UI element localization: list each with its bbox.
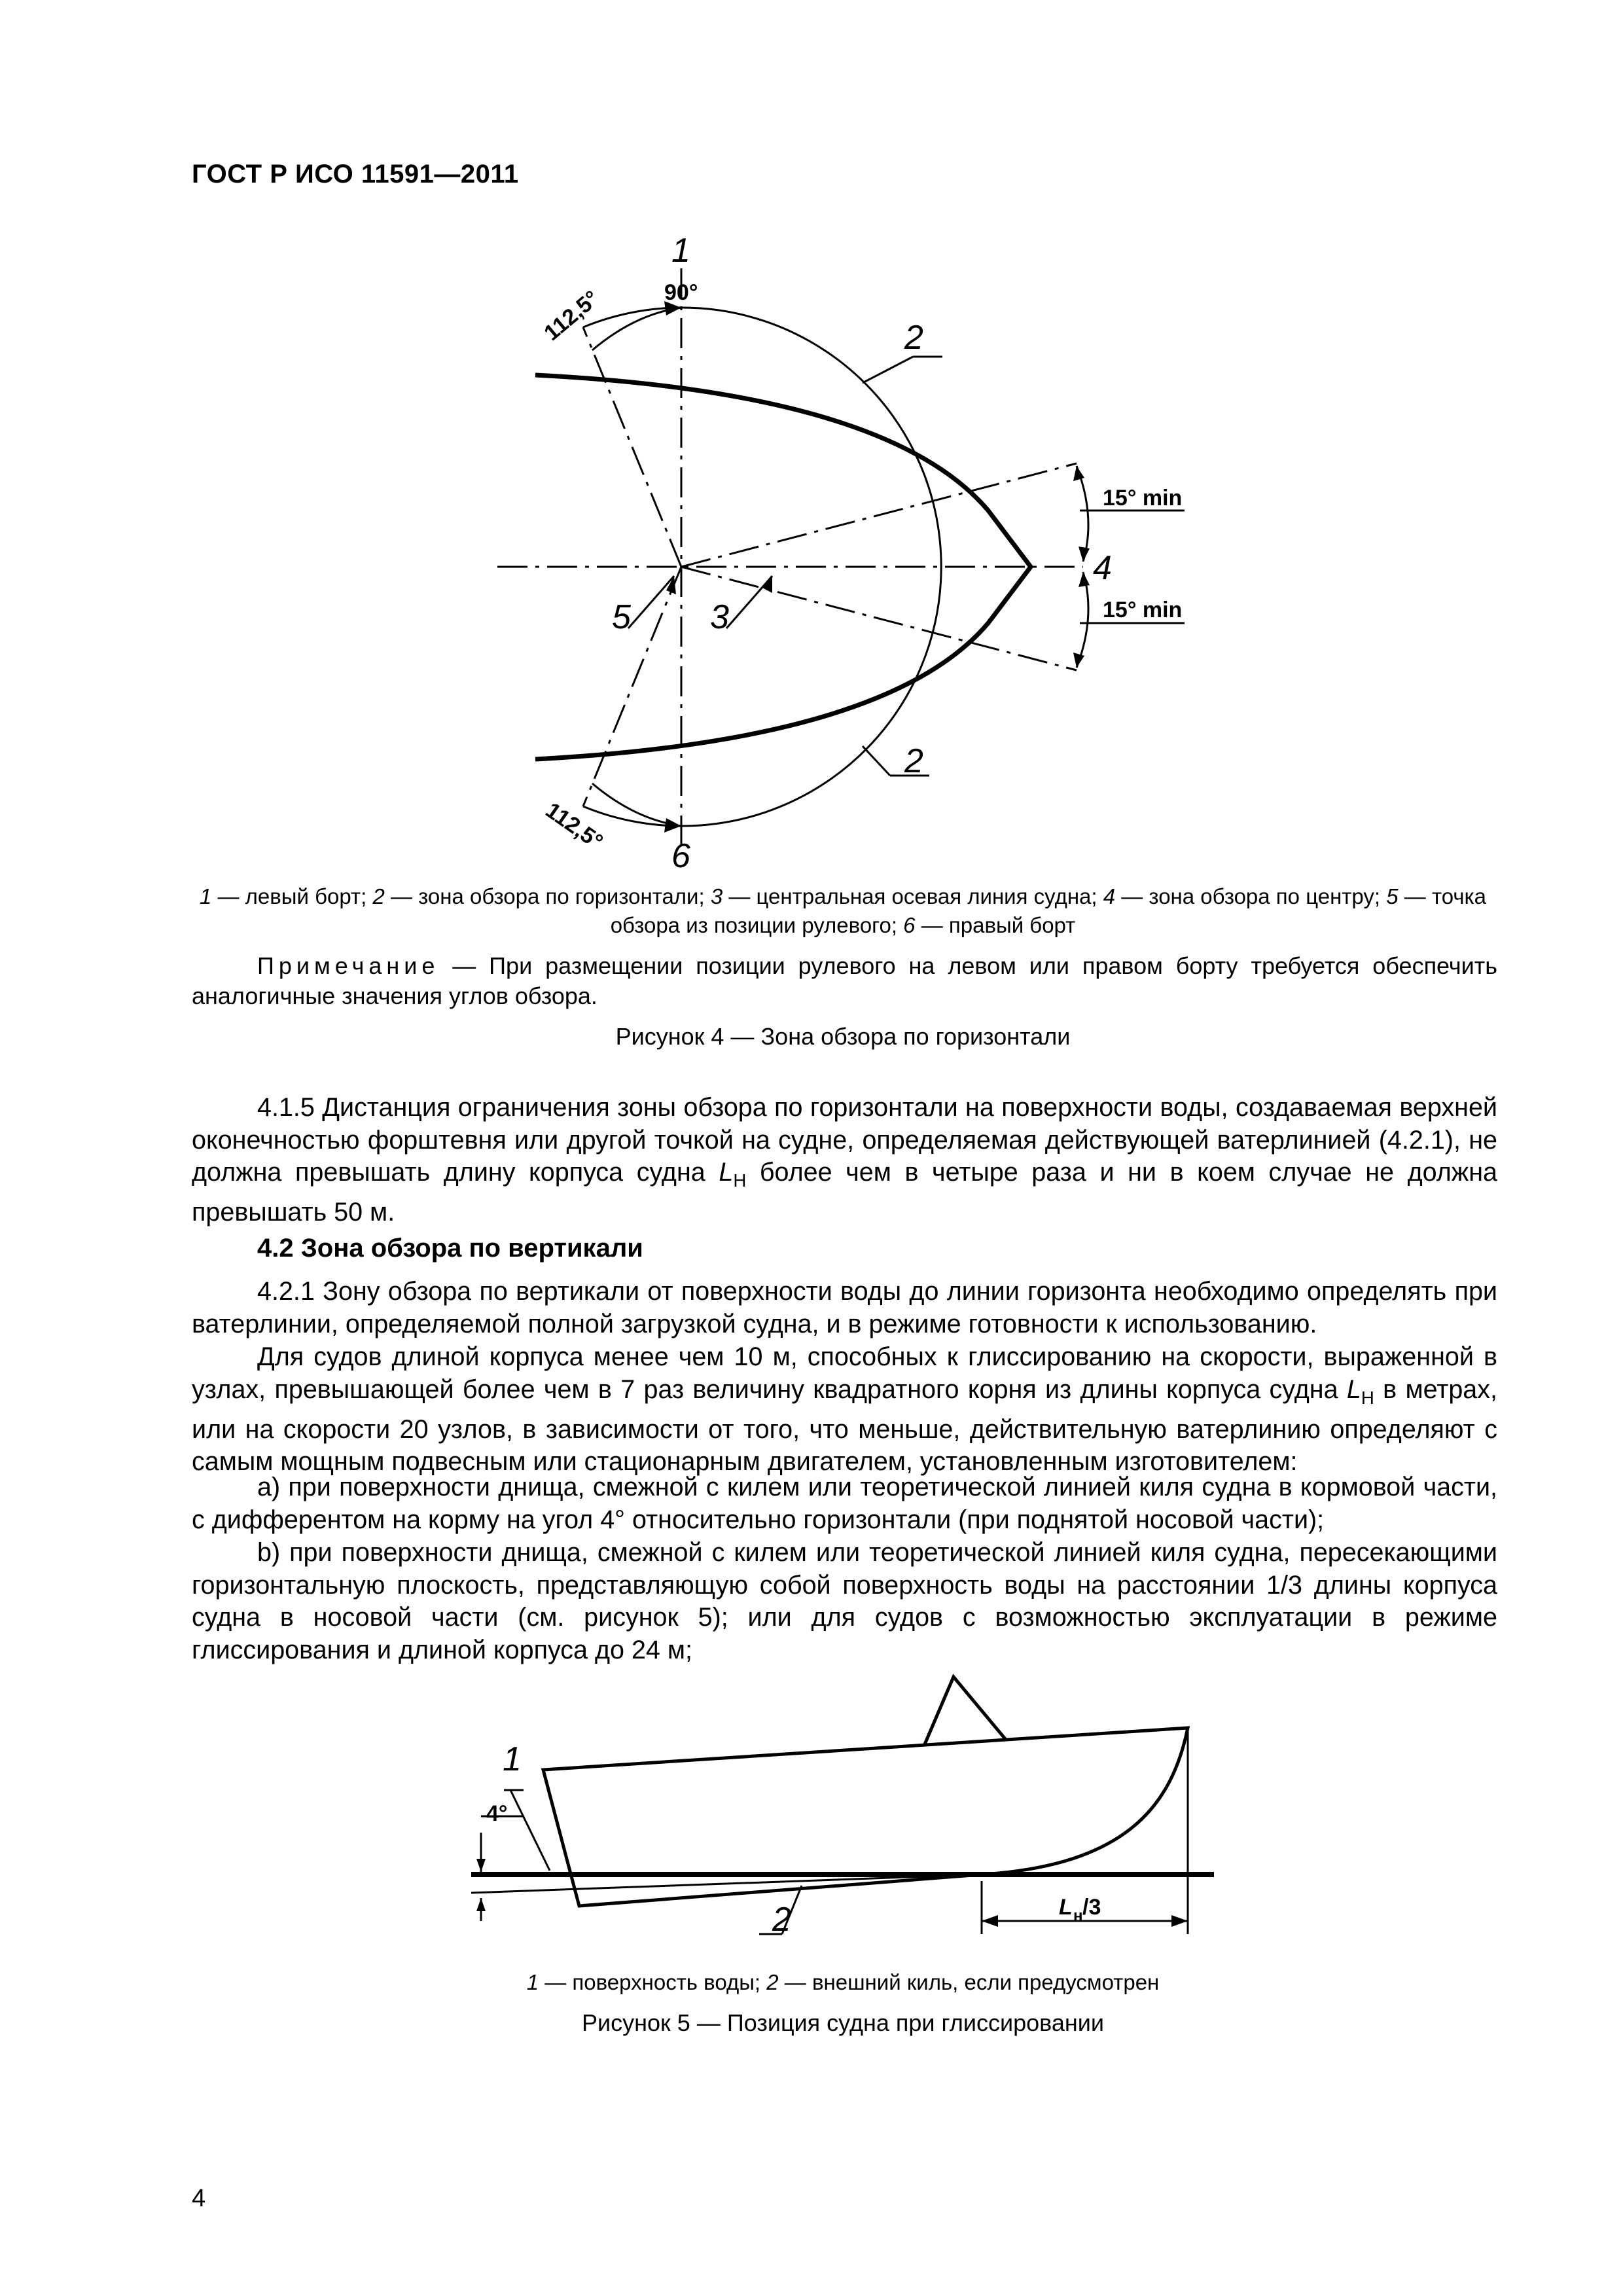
boat-windshield (925, 1677, 1006, 1744)
fig5-dim-L: L (1059, 1895, 1073, 1920)
figure-5-legend: 1 — поверхность воды; 2 — внешний киль, если предусмотрен (526, 1970, 1160, 1994)
keel-line (471, 1874, 982, 1893)
label-112-top: 112,5° (539, 285, 604, 346)
callout-3: 3 (710, 598, 729, 636)
callout-4: 4 (1093, 549, 1112, 587)
label-90: 90° (664, 280, 698, 305)
paragraph-small-vessels: Для судов длиной корпуса менее чем 10 м, способных к глиссированию на скорости, выраженной в узлах, превышающей более чем в 7 раз величину квадратного корня из длины корпуса судна $L_Н$ в метрах, или на скорости 20 узлов, в зависимости от того, что меньше, действительную ватерлинию определяют с самым мощным подвесным или стационарным двигателем, установленным изготовителем: (192, 1342, 1498, 1477)
label-15-min-bottom: 15° min (1103, 598, 1183, 622)
fig5-dim-rest: /3 (1082, 1895, 1101, 1920)
callout-6: 6 (671, 837, 690, 875)
ray-112-bottom (583, 567, 681, 806)
list-item-b: b) при поверхности днища, смежной с килем или теоретической линией киля судна, пересекающими горизонтальную плоскость, представляющую собой поверхность воды на расстоянии 1/3 длины корпуса судна в носовой части (см. рисунок 5); или для судов с возможностью эксплуатации в режиме глиссирования и длиной корпуса до 24 м; (192, 1538, 1497, 1664)
list-item-a: a) при поверхности днища, смежной с килем или теоретической линией киля судна в кормовой части, с дифферентом на корму на угол 4° относительно горизонтали (при поднятой носовой части); (192, 1473, 1497, 1534)
figure-4-legend: 1 — левый борт; 2 — зона обзора по горизонтали; 3 — центральная осевая линия судна; 4 — зона обзора по центру; 5 — точка обзора из позиции рулевого; 6 — правый борт (199, 884, 1487, 937)
label-15-min-top: 15° min (1103, 486, 1183, 511)
fig5-dim-sub: н (1073, 1907, 1083, 1925)
fig5-callout-2: 2 (772, 1901, 791, 1939)
callout-2-bottom: 2 (904, 742, 923, 780)
paragraph-4-1-5: 4.1.5 Дистанция ограничения зоны обзора по горизонтали на поверхности воды, создаваемая верхней оконечностью форштевня или другой точкой на судне, определяемая действующей ватерлинией (4.2.1), не должна превышать длину корпуса судна $L_Н$ более чем в четыре раза и ни в коем случае не должна превышать 50 м. (192, 1093, 1497, 1227)
page-number: 4 (192, 2185, 206, 2212)
section-heading-4-2: 4.2 Зона обзора по вертикали (257, 1234, 643, 1263)
figure-4-title: Рисунок 4 — Зона обзора по горизонтали (615, 1023, 1071, 1050)
callout-5: 5 (612, 598, 631, 636)
figure-4-note: Примечание — При размещении позиции рулевого на левом или правом борту требуется обеспечить аналогичные значения углов обзора. (192, 952, 1497, 1009)
figure-5-diagram (471, 1677, 1214, 1934)
figure-5-title: Рисунок 5 — Позиция судна при глиссировании (582, 2009, 1104, 2036)
paragraph-4-2-1: 4.2.1 Зону обзора по вертикали от поверхности воды до линии горизонта необходимо определять при ватерлинии, определяемой полной загрузкой судна, и в режиме готовности к использованию. (192, 1277, 1497, 1338)
callout-2-top: 2 (904, 319, 923, 357)
fig5-angle-4: 4° (486, 1801, 508, 1826)
ray-112-top (583, 327, 681, 567)
document-header: ГОСТ Р ИСО 11591—2011 (192, 160, 519, 188)
callout-1: 1 (671, 232, 690, 270)
label-112-bottom: 112,5° (541, 797, 607, 855)
fig5-callout-1: 1 (503, 1740, 522, 1778)
